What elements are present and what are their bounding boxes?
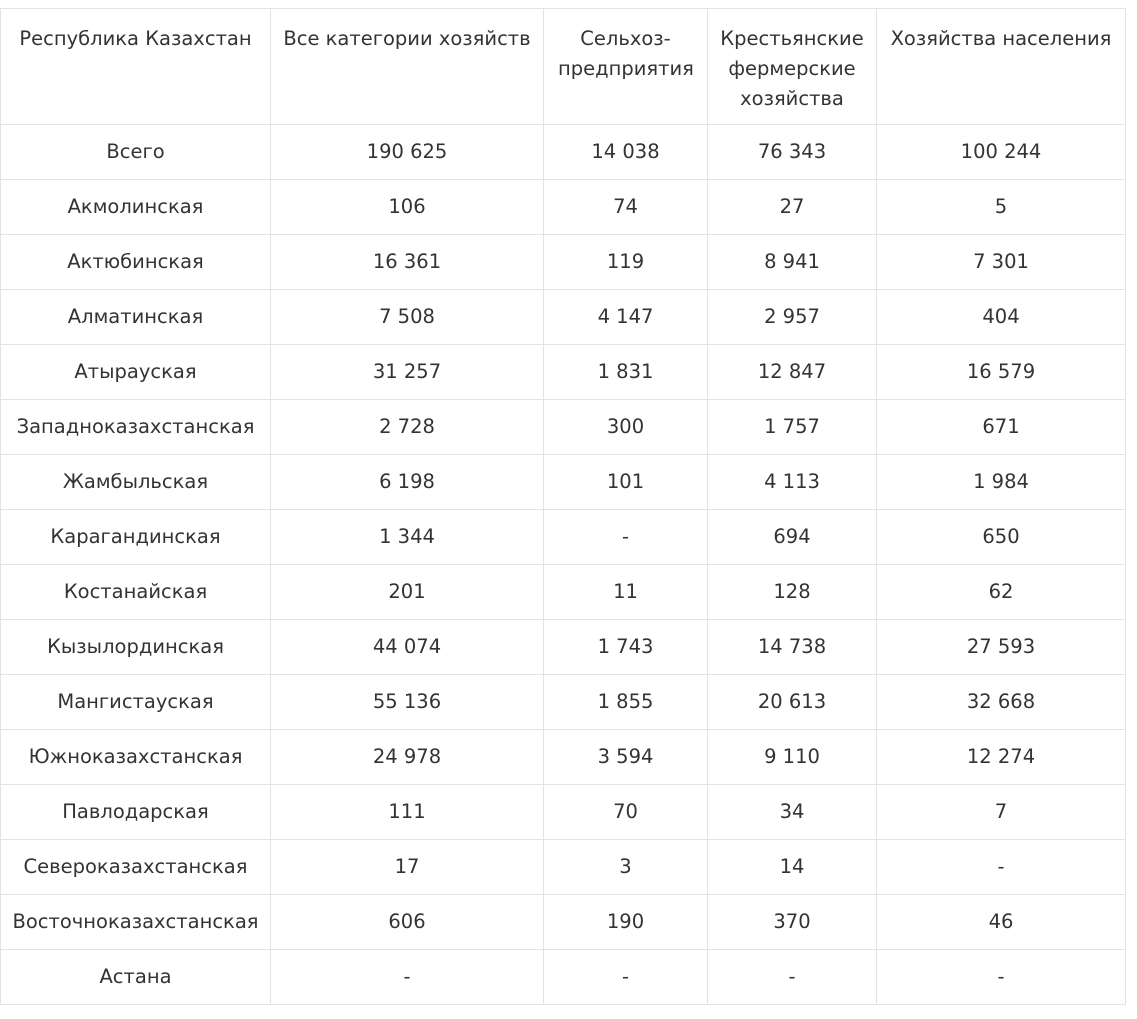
table-row [1,235,1126,290]
table-cell-peasant-farms: 8 941 [708,235,877,290]
header-cell-region: Республика Казахстан [1,9,271,125]
table-cell-agri-enterprises: 119 [544,235,708,290]
table-cell-region: Астана [1,950,271,1005]
table-cell-all-categories: 190 625 [271,125,544,180]
table-cell-region: Всего [1,125,271,180]
header-cell-agri-enterprises: Сельхоз-предприятия [544,9,708,125]
table-cell-households: 650 [877,510,1126,565]
table-cell-households: 32 668 [877,675,1126,730]
data-table [0,8,1126,1005]
table-cell-agri-enterprises: 1 831 [544,345,708,400]
table-cell-region: Восточноказахстанская [1,895,271,950]
table-row [1,950,1126,1005]
table-cell-households: 671 [877,400,1126,455]
table-cell-households: 46 [877,895,1126,950]
table-cell-region: Западноказахстанская [1,400,271,455]
table-row [1,730,1126,785]
table-cell-all-categories: 31 257 [271,345,544,400]
table-cell-households: 7 301 [877,235,1126,290]
table-cell-peasant-farms: 1 757 [708,400,877,455]
table-cell-households: 404 [877,290,1126,345]
header-cell-all-categories: Все категории хозяйств [271,9,544,125]
table-cell-all-categories: 55 136 [271,675,544,730]
table-cell-peasant-farms: 2 957 [708,290,877,345]
table-row [1,345,1126,400]
table-cell-peasant-farms: 14 738 [708,620,877,675]
table-cell-agri-enterprises: 74 [544,180,708,235]
table-cell-all-categories: 1 344 [271,510,544,565]
table-cell-region: Костанайская [1,565,271,620]
table-cell-peasant-farms: - [708,950,877,1005]
table-cell-households: 16 579 [877,345,1126,400]
table-row [1,840,1126,895]
table-cell-all-categories: 111 [271,785,544,840]
table-cell-region: Актюбинская [1,235,271,290]
table-cell-peasant-farms: 27 [708,180,877,235]
table-cell-peasant-farms: 9 110 [708,730,877,785]
table-cell-region: Алматинская [1,290,271,345]
table-cell-agri-enterprises: - [544,510,708,565]
table-cell-all-categories: 6 198 [271,455,544,510]
table-cell-agri-enterprises: - [544,950,708,1005]
table-cell-peasant-farms: 694 [708,510,877,565]
table-cell-peasant-farms: 370 [708,895,877,950]
table-cell-all-categories: 16 361 [271,235,544,290]
table-cell-agri-enterprises: 3 [544,840,708,895]
table-cell-agri-enterprises: 11 [544,565,708,620]
table-cell-region: Акмолинская [1,180,271,235]
table-cell-all-categories: 201 [271,565,544,620]
table-cell-households: - [877,840,1126,895]
header-cell-households: Хозяйства населения [877,9,1126,125]
table-cell-region: Павлодарская [1,785,271,840]
header-cell-peasant-farms: Крестьянские фермерские хозяйства [708,9,877,125]
table-cell-all-categories: 2 728 [271,400,544,455]
table-cell-agri-enterprises: 101 [544,455,708,510]
table-cell-households: - [877,950,1126,1005]
table-cell-peasant-farms: 76 343 [708,125,877,180]
table-row [1,180,1126,235]
table-row [1,455,1126,510]
table-cell-region: Южноказахстанская [1,730,271,785]
table-cell-all-categories: 17 [271,840,544,895]
table-cell-agri-enterprises: 1 743 [544,620,708,675]
table-cell-all-categories: 106 [271,180,544,235]
table-cell-region: Кызылординская [1,620,271,675]
table-cell-peasant-farms: 4 113 [708,455,877,510]
table-cell-agri-enterprises: 3 594 [544,730,708,785]
table-cell-region: Жамбыльская [1,455,271,510]
table-cell-households: 100 244 [877,125,1126,180]
table-cell-peasant-farms: 34 [708,785,877,840]
table-cell-all-categories: 7 508 [271,290,544,345]
table-cell-peasant-farms: 128 [708,565,877,620]
table-cell-peasant-farms: 14 [708,840,877,895]
table-cell-region: Атырауская [1,345,271,400]
table-row [1,565,1126,620]
table-cell-agri-enterprises: 14 038 [544,125,708,180]
table-row [1,510,1126,565]
table-cell-region: Карагандинская [1,510,271,565]
table-row [1,895,1126,950]
table-cell-peasant-farms: 12 847 [708,345,877,400]
table-cell-agri-enterprises: 70 [544,785,708,840]
table-row [1,290,1126,345]
table-cell-households: 1 984 [877,455,1126,510]
table-body [1,125,1126,1005]
table-row [1,125,1126,180]
table-row [1,785,1126,840]
table-cell-agri-enterprises: 300 [544,400,708,455]
table-cell-all-categories: 606 [271,895,544,950]
table-cell-all-categories: 44 074 [271,620,544,675]
table-cell-region: Мангистауская [1,675,271,730]
table-cell-households: 12 274 [877,730,1126,785]
table-cell-all-categories: - [271,950,544,1005]
header-row [1,9,1126,125]
table-cell-agri-enterprises: 190 [544,895,708,950]
table-cell-households: 27 593 [877,620,1126,675]
table-header [1,9,1126,125]
table-cell-households: 7 [877,785,1126,840]
table-row [1,620,1126,675]
table-cell-peasant-farms: 20 613 [708,675,877,730]
table-cell-all-categories: 24 978 [271,730,544,785]
table-cell-households: 62 [877,565,1126,620]
table-cell-agri-enterprises: 4 147 [544,290,708,345]
table-row [1,400,1126,455]
table-cell-region: Североказахстанская [1,840,271,895]
table-cell-households: 5 [877,180,1126,235]
table-cell-agri-enterprises: 1 855 [544,675,708,730]
table-row [1,675,1126,730]
